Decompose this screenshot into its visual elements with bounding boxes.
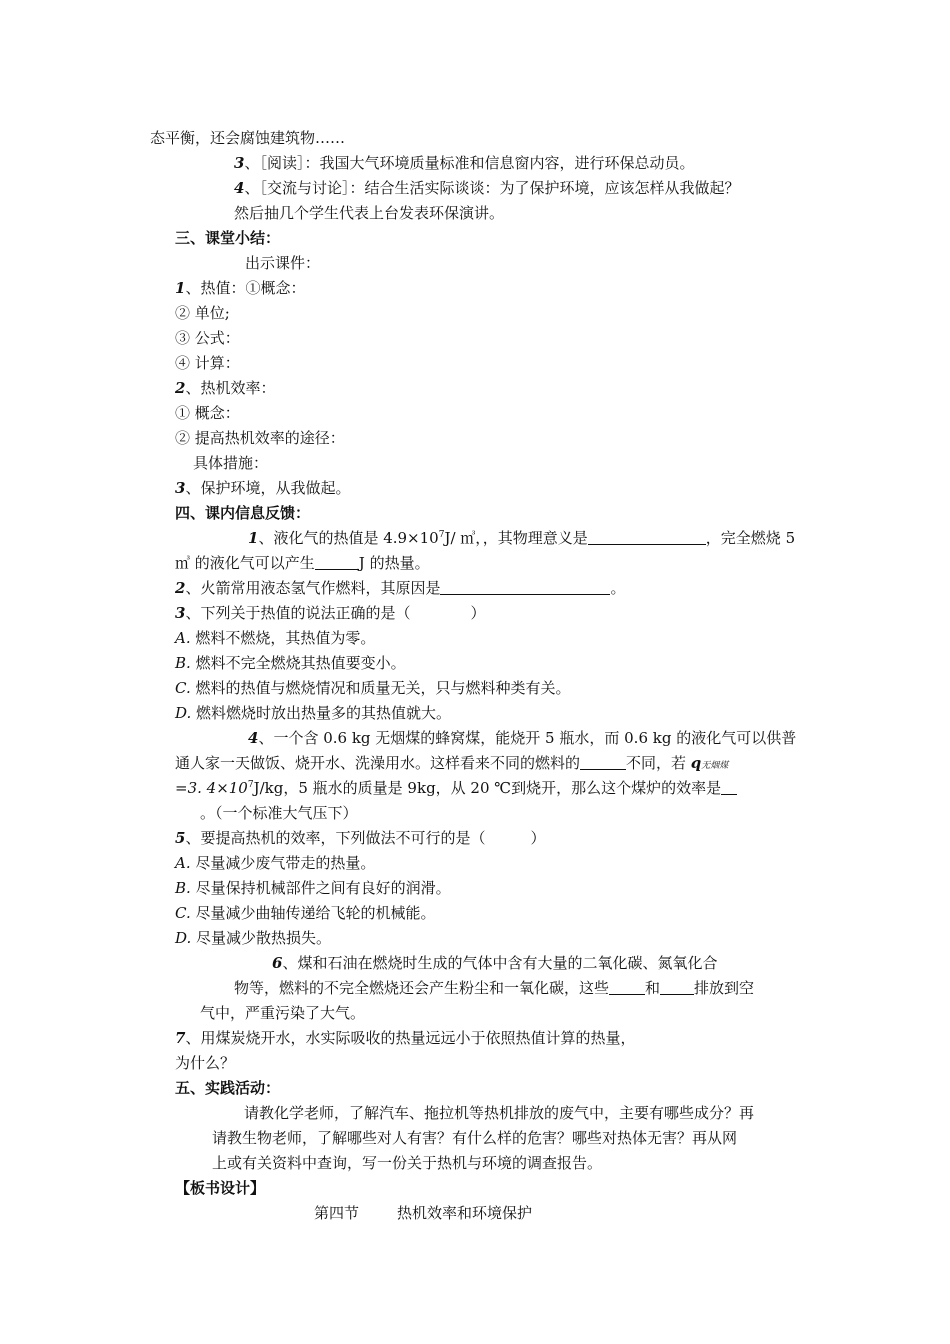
answer-blank: [440, 579, 610, 595]
option-text: 燃料燃烧时放出热量多的其热值就大。: [191, 704, 452, 722]
item-number: 3: [175, 479, 186, 497]
item-number: 4: [248, 729, 259, 747]
text-line: [175, 378, 275, 398]
item-text: 、［阅读］：我国大气环境质量标准和信息窗内容，进行环保总动员。: [244, 154, 695, 172]
option-key: A.: [175, 629, 191, 647]
option-key: B.: [175, 879, 191, 897]
item-text: =3. 4×10: [175, 779, 248, 797]
subscript: 无烟煤: [701, 761, 729, 771]
option-key: C.: [175, 904, 191, 922]
item-text: 、［交流与讨论］：结合生活实际谈谈：为了保护环境，应该怎样从我做起？: [244, 179, 740, 197]
paragraph-line: 请教化学老师，了解汽车、拖拉机等热机排放的废气中，主要有哪些成分？再: [244, 1104, 755, 1122]
option: [175, 653, 406, 673]
text-line: ③ 公式：: [175, 329, 240, 347]
text-line: ① 概念：: [175, 404, 240, 422]
item-text: 、下列关于热值的说法正确的是（ ）: [185, 604, 486, 622]
item-number: 2: [175, 379, 186, 397]
text-line: ④ 计算：: [175, 354, 240, 372]
item-number: 1: [248, 529, 259, 547]
text-line: [234, 153, 694, 173]
item-text: 、要提高热机的效率，下列做法不可行的是（ ）: [185, 829, 546, 847]
question-6-cont: [234, 978, 754, 998]
option-text: 尽量减少曲轴传递给飞轮的机械能。: [190, 904, 436, 922]
option-key: B.: [175, 654, 191, 672]
board-design-heading: 【板书设计】: [175, 1179, 266, 1197]
section-heading: 五、实践活动：: [175, 1079, 281, 1097]
question-3: [175, 603, 485, 623]
item-text: 、液化气的热值是 4.9×10: [258, 529, 439, 547]
item-text: 、热值：①概念：: [185, 279, 306, 297]
option-text: 尽量减少废气带走的热量。: [190, 854, 376, 872]
option-text: 燃料的热值与燃烧情况和质量无关，只与燃料种类有关。: [190, 679, 571, 697]
answer-blank: [660, 979, 694, 995]
item-text: 和: [645, 979, 661, 997]
question-5: [175, 828, 545, 848]
option-text: 尽量减少散热损失。: [191, 929, 332, 947]
item-text: ㎥ 的液化气可以产生: [175, 554, 315, 572]
question-7: [175, 1028, 635, 1048]
section-title: 热机效率和环境保护: [397, 1204, 533, 1222]
item-text: 。: [610, 579, 626, 597]
item-number: 1: [175, 279, 186, 297]
option: [175, 703, 451, 723]
question-6-cont: 气中，严重污染了大气。: [200, 1004, 366, 1022]
section-number: 第四节: [314, 1204, 360, 1222]
text-line: 出示课件：: [245, 254, 321, 272]
question-4: [248, 728, 796, 748]
question-1-cont: [175, 553, 430, 573]
option-key: A.: [175, 854, 191, 872]
answer-blank: [580, 754, 626, 770]
text-line: ② 单位;: [175, 304, 230, 322]
section-heading: 四、课内信息反馈：: [175, 504, 311, 522]
item-number: 6: [272, 954, 283, 972]
item-text: ，完全燃烧 5: [705, 529, 796, 547]
item-number: 5: [175, 829, 186, 847]
text-line: 具体措施：: [193, 454, 269, 472]
question-4-cont: 。（一个标准大气压下）: [200, 804, 358, 822]
item-text: 不同，若: [626, 754, 691, 772]
item-text: J/kg，5 瓶水的质量是 9kg，从 20 ℃到烧开，那么这个煤炉的效率是: [253, 779, 722, 797]
item-text: 、一个含 0.6 kg 无烟煤的蜂窝煤，能烧开 5 瓶水，而 0.6 kg 的液化气可以供普: [258, 729, 797, 747]
question-6: [272, 953, 717, 973]
symbol-q: q: [690, 754, 702, 772]
option-text: 燃料不完全燃烧其热值要变小。: [190, 654, 406, 672]
option-text: 尽量保持机械部件之间有良好的润滑。: [190, 879, 451, 897]
board-title: [314, 1203, 532, 1223]
option-text: 燃料不燃烧，其热值为零。: [190, 629, 376, 647]
option: [175, 628, 375, 648]
item-number: 2: [175, 579, 186, 597]
option: [175, 678, 571, 698]
question-4-cont: [175, 778, 737, 798]
item-text: 、保护环境，从我做起。: [185, 479, 351, 497]
answer-blank: [588, 529, 706, 545]
question-1: [248, 528, 795, 548]
superscript: 7: [438, 530, 445, 540]
option: [175, 903, 436, 923]
item-number: 3: [234, 154, 245, 172]
item-text: J 的热量。: [358, 554, 430, 572]
option: [175, 853, 375, 873]
item-text: 、热机效率：: [185, 379, 276, 397]
option-key: C.: [175, 679, 191, 697]
answer-blank: [609, 979, 645, 995]
option-key: D.: [175, 704, 192, 722]
option: [175, 878, 451, 898]
item-text: 、煤和石油在燃烧时生成的气体中含有大量的二氧化碳、氮氧化合: [282, 954, 718, 972]
answer-blank: [315, 554, 359, 570]
item-text: 通人家一天做饭、烧开水、洗澡用水。这样看来不同的燃料的: [175, 754, 581, 772]
question-2: [175, 578, 625, 598]
text-line: 态平衡，还会腐蚀建筑物……: [150, 129, 346, 147]
answer-blank: [721, 779, 737, 795]
item-number: 7: [175, 1029, 186, 1047]
paragraph-line: 上或有关资料中查询，写一份关于热机与环境的调查报告。: [212, 1154, 603, 1172]
text-line: [175, 278, 305, 298]
option: [175, 928, 331, 948]
text-line: 然后抽几个学生代表上台发表环保演讲。: [234, 204, 505, 222]
option-key: D.: [175, 929, 192, 947]
section-heading: 三、课堂小结：: [175, 229, 281, 247]
item-text: 排放到空: [694, 979, 755, 997]
item-text: 、火箭常用液态氢气作燃料，其原因是: [185, 579, 441, 597]
text-line: [234, 178, 739, 198]
item-text: 物等，燃料的不完全燃烧还会产生粉尘和一氧化碳，这些: [234, 979, 610, 997]
paragraph-line: 请教生物老师，了解哪些对人有害？有什么样的危害？哪些对热体无害？再从网: [212, 1129, 738, 1147]
item-text: J/ ㎥，，其物理意义是: [444, 529, 588, 547]
item-text: 、用煤炭烧开水，水实际吸收的热量远远小于依照热值计算的热量，: [185, 1029, 636, 1047]
text-line: ② 提高热机效率的途径：: [175, 429, 345, 447]
item-number: 4: [234, 179, 245, 197]
question-7-cont: 为什么？: [175, 1054, 236, 1072]
item-number: 3: [175, 604, 186, 622]
text-line: [175, 478, 350, 498]
question-4-cont: [175, 753, 728, 776]
superscript: 7: [247, 780, 254, 790]
